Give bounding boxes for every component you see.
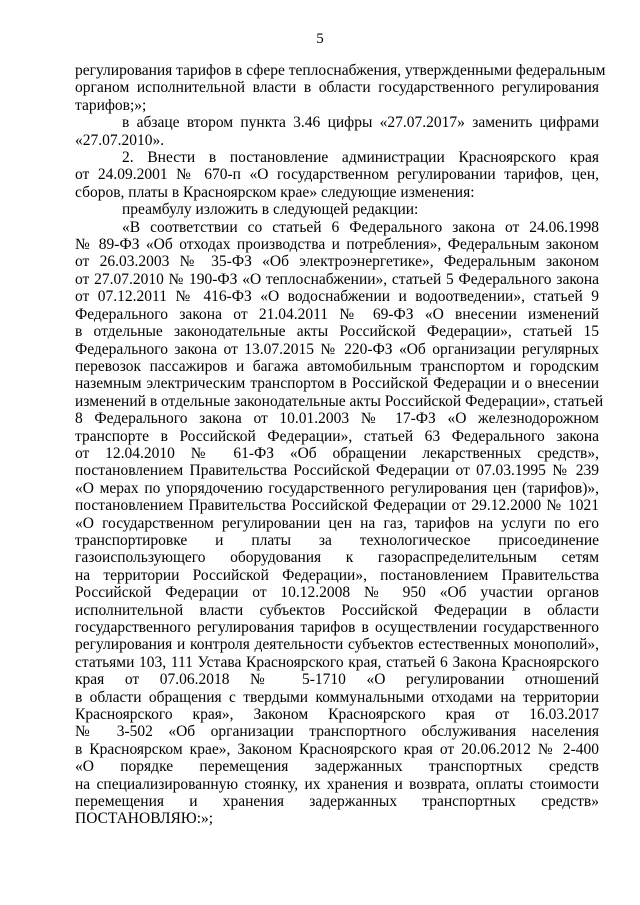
text-line: на специализированную стоянку, их хранения и возврата, оплаты стоимости bbox=[75, 775, 599, 793]
text-line: транспорте в Российской Федерации», статьей 63 Федерального закона bbox=[75, 427, 599, 445]
paragraph-item-2 bbox=[75, 149, 599, 201]
text-line: № 3-502 «Об организации транспортного обслуживания населения bbox=[75, 723, 599, 741]
text-line: в области обращения с твердыми коммунальными отходами на территории bbox=[75, 688, 599, 706]
text-line: регулирования и контроля деятельности субъектов естественных монополий», bbox=[75, 636, 599, 654]
paragraph-tariff-regulation-end bbox=[75, 62, 606, 114]
text-line: изменений в отдельные законодательные акты Российской Федерации», статьей bbox=[75, 392, 604, 410]
text-line: государственного регулирования тарифов в осуществлении государственного bbox=[75, 619, 599, 636]
text-line: от 26.03.2003 № 35-ФЗ «Об электроэнергетике», Федеральным законом bbox=[75, 253, 599, 271]
text-line: «О мерах по упорядочению государственного регулирования цен (тарифов)», bbox=[75, 479, 599, 497]
paragraph-preamble-text bbox=[75, 218, 604, 828]
text-line: Российской Федерации от 10.12.2008 № 950 «Об участии органов bbox=[75, 584, 599, 602]
text-line: «О порядке перемещения задержанных транспортных средств bbox=[75, 758, 599, 776]
text-line: от 27.07.2010 № 190-ФЗ «О теплоснабжении», статьей 5 Федерального закона bbox=[75, 270, 599, 288]
text-line: исполнительной власти субъектов Российской Федерации в области bbox=[75, 601, 599, 619]
text-line: статьями 103, 111 Устава Красноярского края, статьей 6 Закона Красноярского bbox=[75, 653, 599, 671]
text-line: в отдельные законодательные акты Российской Федерации», статьей 15 bbox=[75, 323, 599, 341]
text-line: наземным электрическим транспортом в Российской Федерации и о внесении bbox=[75, 375, 599, 393]
text-line: постановлением Правительства Российской Федерации от 29.12.2000 № 1021 bbox=[75, 497, 599, 515]
text-line: № 89-ФЗ «Об отходах производства и потребления», Федеральным законом bbox=[75, 236, 599, 254]
paragraph-amend-point-3-46 bbox=[75, 114, 599, 149]
text-line: органом исполнительной власти в области государственного регулирования bbox=[75, 79, 599, 97]
text-line: от 12.04.2010 № 61-ФЗ «Об обращении лекарственных средств», bbox=[75, 444, 599, 462]
text-line: «В соответствии со статьей 6 Федерального закона от 24.06.1998 bbox=[122, 218, 599, 236]
text-line: 2. Внести в постановление администрации Красноярского края bbox=[122, 149, 599, 167]
text-line: сборов, платы в Красноярском крае» следующие изменения: bbox=[75, 183, 475, 201]
text-line: перемещения и хранения задержанных транспортных средств» bbox=[75, 793, 599, 811]
text-line: «О государственном регулировании цен на газ, тарифов на услуги по его bbox=[75, 514, 599, 532]
text-line: Красноярского края», Законом Красноярского края от 16.03.2017 bbox=[75, 706, 599, 724]
text-line: регулирования тарифов в сфере теплоснабжения, утвержденными федеральным bbox=[75, 62, 606, 79]
text-line: транспортировке и платы за технологическое присоединение bbox=[75, 531, 599, 549]
page-number: 5 bbox=[316, 31, 324, 47]
text-line: ПОСТАНОВЛЯЮ:»; bbox=[75, 810, 214, 828]
text-line: от 07.12.2011 № 416-ФЗ «О водоснабжении и водоотведении», статьей 9 bbox=[75, 288, 599, 306]
text-line: Федерального закона от 13.07.2015 № 220-ФЗ «Об организации регулярных bbox=[75, 340, 599, 358]
text-line: в Красноярском крае», Законом Красноярского края от 20.06.2012 № 2-400 bbox=[75, 740, 599, 758]
text-line: перевозок пассажиров и багажа автомобильным транспортом и городским bbox=[75, 357, 599, 375]
text-line: постановлением Правительства Российской Федерации от 07.03.1995 № 239 bbox=[75, 462, 599, 480]
text-line: Федерального закона от 21.04.2011 № 69-ФЗ «О внесении изменений bbox=[75, 305, 599, 323]
text-line: на территории Российской Федерации», постановлением Правительства bbox=[75, 566, 599, 584]
document-body bbox=[75, 62, 606, 828]
paragraph-preamble-intro bbox=[75, 201, 599, 218]
text-line: тарифов;»; bbox=[75, 96, 147, 114]
text-line: газоиспользующего оборудования к газораспределительным сетям bbox=[75, 549, 599, 567]
text-line: 8 Федерального закона от 10.01.2003 № 17-ФЗ «О железнодорожном bbox=[75, 410, 599, 428]
text-line: «27.07.2010». bbox=[75, 131, 165, 149]
text-line: в абзаце втором пункта 3.46 цифры «27.07.2017» заменить цифрами bbox=[122, 114, 599, 132]
text-line: от 24.09.2001 № 670-п «О государственном регулировании тарифов, цен, bbox=[75, 166, 599, 184]
text-line: края от 07.06.2018 № 5-1710 «О регулировании отношений bbox=[75, 671, 599, 689]
text-line: преамбулу изложить в следующей редакции: bbox=[122, 201, 419, 219]
